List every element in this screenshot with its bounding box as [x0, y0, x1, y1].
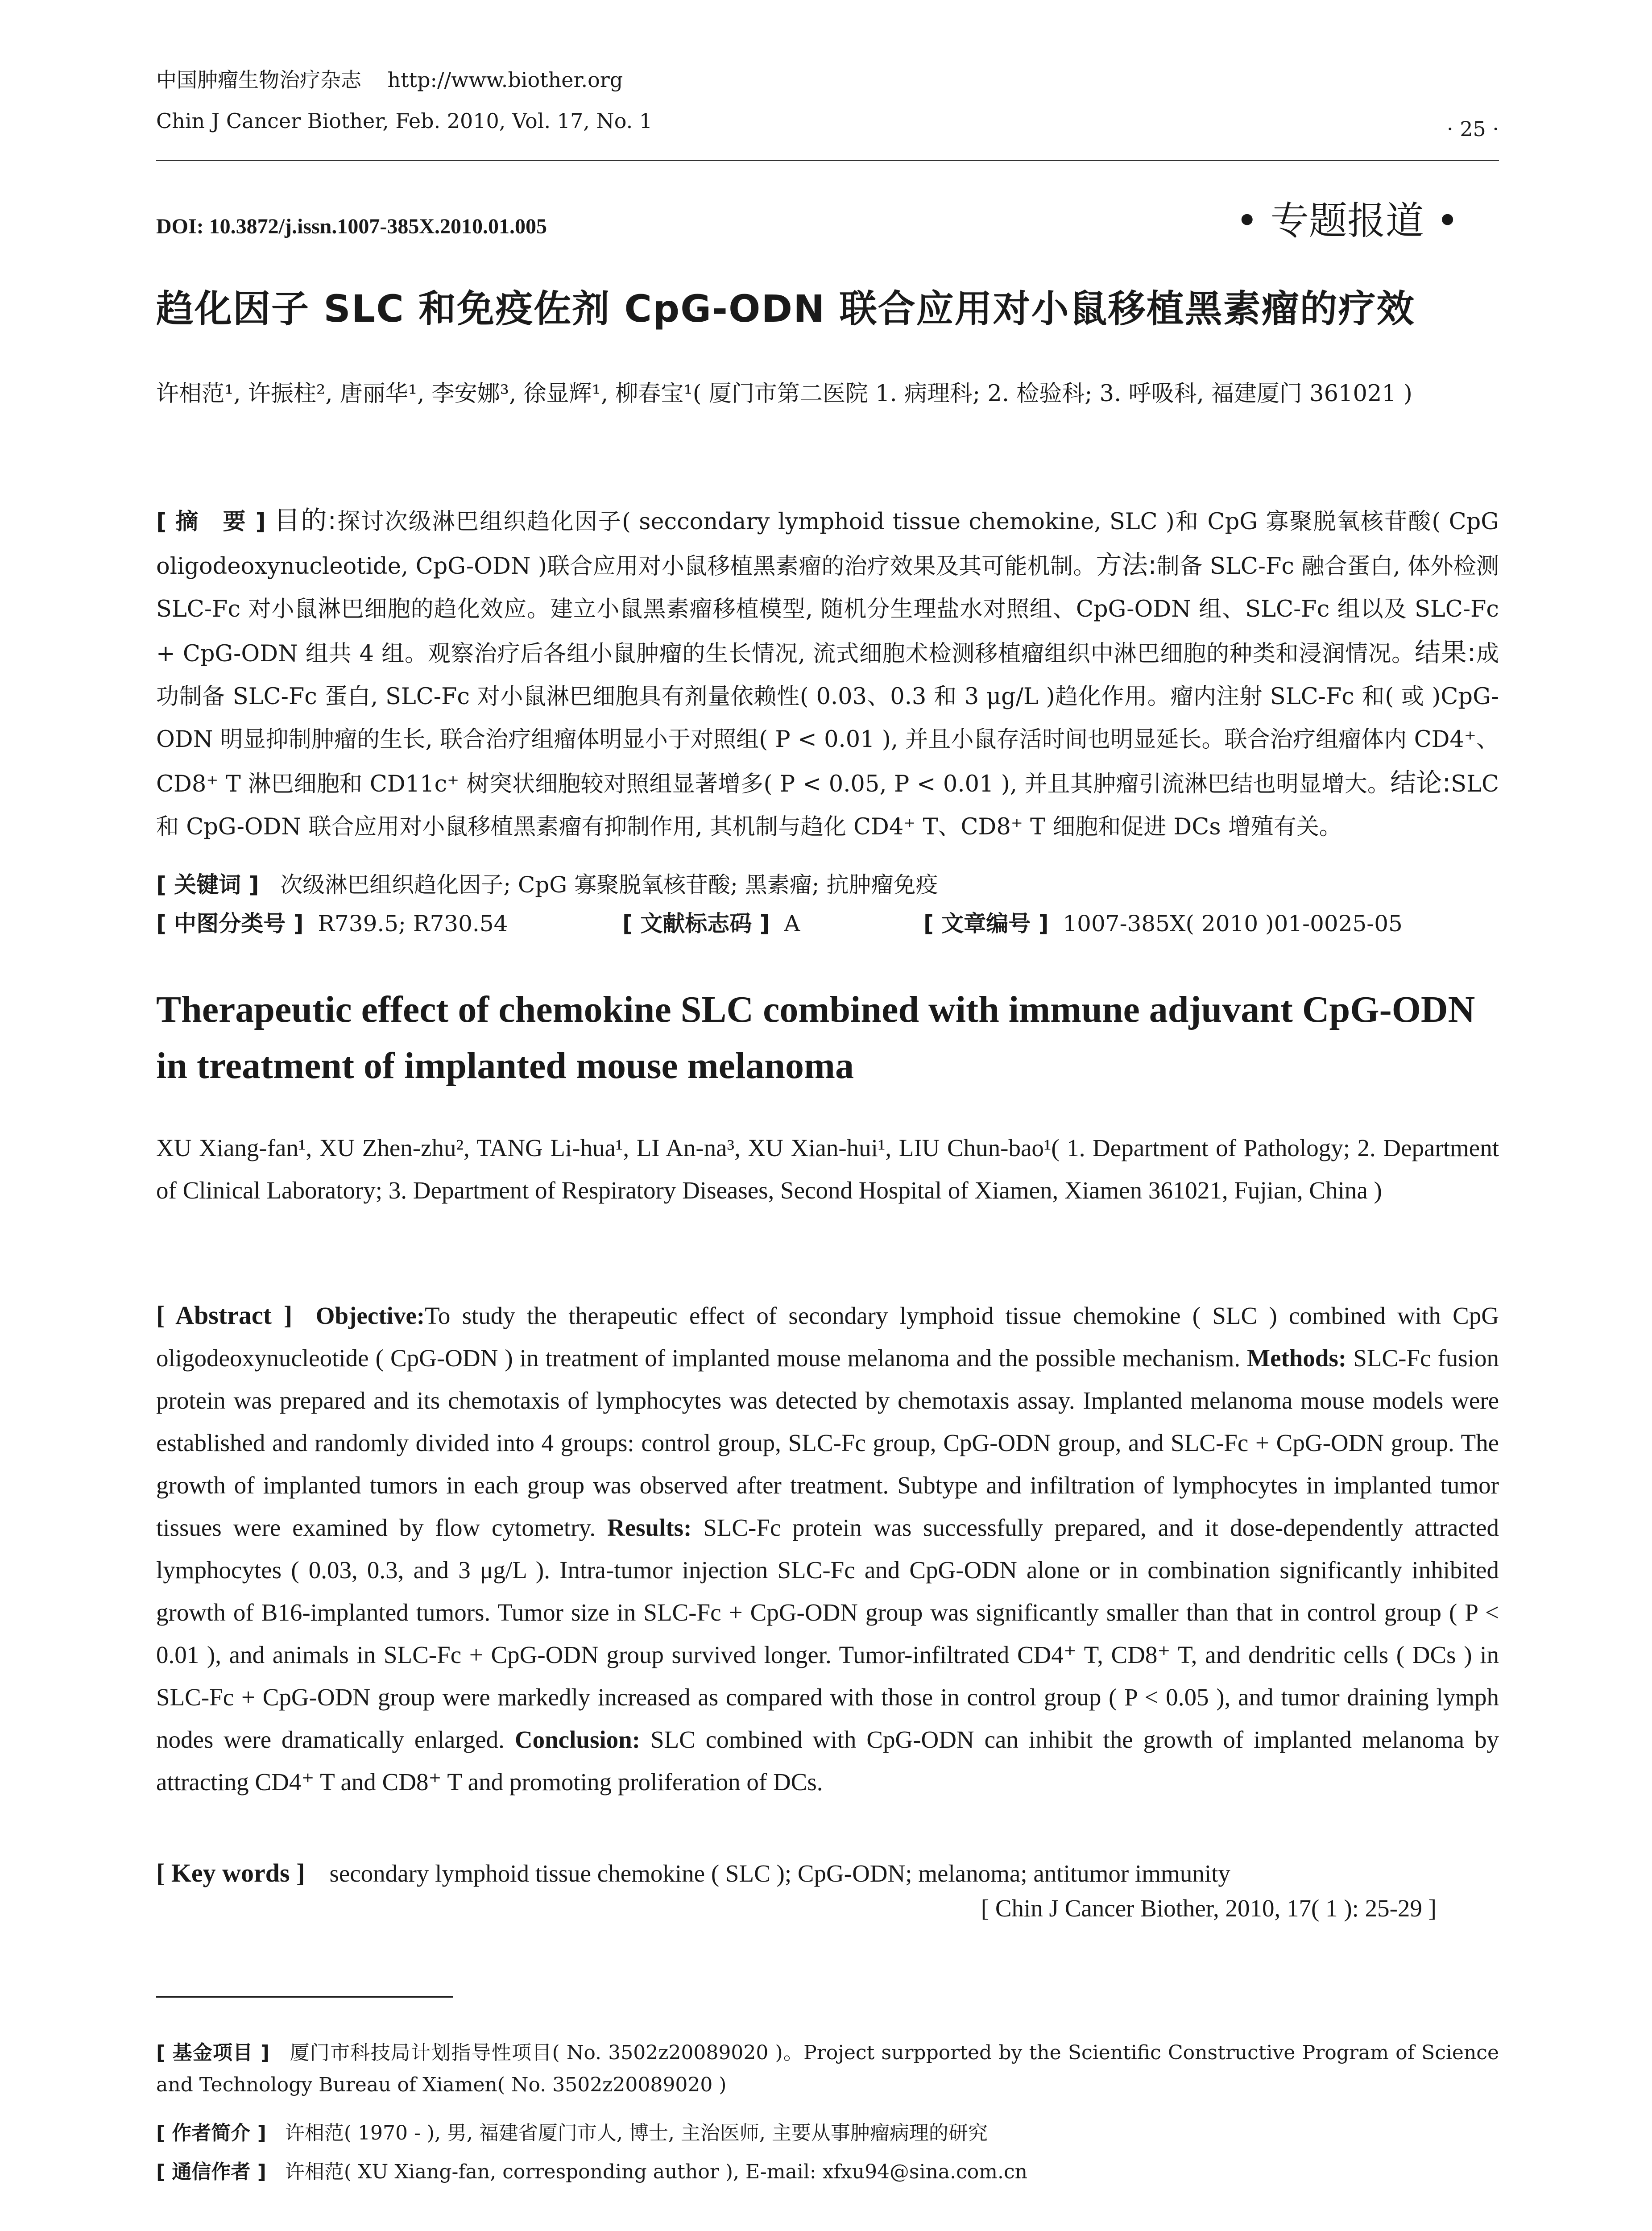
- abstract-cn-methods: 制备 SLC-Fc 融合蛋白, 体外检测 SLC-Fc 对小鼠淋巴细胞的趋化效应。建立小鼠黑素瘤移植模型, 随机分生理盐水对照组、CpG-ODN 组、SLC-Fc 组以及 SLC-Fc + CpG-ODN 组共 4 组。观察治疗后各组小鼠肿瘤的生长情况, 流式细胞术检测移植瘤组织中淋巴细胞的种类和浸润情况。: [156, 553, 1499, 667]
- authors-cn: 许相范¹, 许振柱², 唐丽华¹, 李安娜³, 徐显辉¹, 柳春宝¹( 厦门市第二医院 1. 病理科; 2. 检验科; 3. 呼吸科, 福建厦门 361021 ): [156, 381, 1412, 407]
- abstract-cn-conclusion-label: 结论:: [1390, 767, 1451, 798]
- authors-en: XU Xiang-fan¹, XU Zhen-zhu², TANG Li-hua¹, LI An-na³, XU Xian-hui¹, LIU Chun-bao¹( 1. Department of Pathology; 2. Department of Clinical Laboratory; 3. Department of Respiratory Diseases, Second Hospital of Xiamen, Xiamen 361021, Fujian, China ): [156, 1134, 1499, 1204]
- footnote-author-text: 许相范( 1970 - ), 男, 福建省厦门市人, 博士, 主治医师, 主要从事肿瘤病理的研究: [285, 2122, 988, 2144]
- footnote-fund-label: [ 基金项目 ]: [156, 2041, 270, 2064]
- abstract-en-objective: To study the therapeutic effect of secondary lymphoid tissue chemokine ( SLC ) combined with CpG oligodeoxynucleotide ( CpG-ODN ) in treatment of implanted mouse melanoma and the possible mechanism.: [156, 1302, 1499, 1372]
- doc-code: [ 文献标志码 ] A: [622, 911, 800, 937]
- abstract-cn-objective-label: 目的:: [274, 505, 337, 535]
- abstract-en-objective-label: Objective:: [315, 1302, 425, 1329]
- doi: DOI: 10.3872/j.issn.1007-385X.2010.01.005: [156, 215, 547, 238]
- abstract-cn-conclusion: SLC 和 CpG-ODN 联合应用对小鼠移植黑素瘤有抑制作用, 其机制与趋化 CD4⁺ T、CD8⁺ T 细胞和促进 DCs 增殖有关。: [156, 771, 1499, 840]
- keywords-cn-label: [ 关键词 ]: [156, 872, 259, 898]
- section-label: • 专题报道 •: [1235, 199, 1459, 243]
- page-number: · 25 ·: [1446, 117, 1499, 141]
- footnote-fund-text: 厦门市科技局计划指导性项目( No. 3502z20089020 )。Project surpported by the Scientific Constructive Program of Science and Technology Bureau of Xiamen( No. 3502z20089020 ): [156, 2041, 1499, 2096]
- abstract-en-label: [ Abstract ]: [156, 1301, 293, 1330]
- footnote-rule: [156, 1996, 453, 1998]
- journal-header-en: Chin J Cancer Biother, Feb. 2010, Vol. 17, No. 1: [156, 109, 653, 133]
- footnote-author: [156, 2117, 1499, 2149]
- footnote-author-label: [ 作者简介 ]: [156, 2122, 266, 2144]
- abstract-en-results: SLC-Fc protein was successfully prepared, and it dose-dependently attracted lymphocytes ( 0.03, 0.3, and 3 μg/L ). Intra-tumor injection SLC-Fc and CpG-ODN alone or in combination significantly inhibited growth of B16-implanted tumors. Tumor size in SLC-Fc + CpG-ODN group was significantly smaller than that in control group ( P < 0.01 ), and animals in SLC-Fc + CpG-ODN group survived longer. Tumor-infiltrated CD4⁺ T, CD8⁺ T, and dendritic cells ( DCs ) in SLC-Fc + CpG-ODN group were markedly increased as compared with those in control group ( P < 0.05 ), and tumor draining lymph nodes were dramatically enlarged.: [156, 1514, 1499, 1753]
- abstract-en-conclusion: SLC combined with CpG-ODN can inhibit the growth of implanted melanoma by attracting CD4⁺ T and CD8⁺ T and promoting proliferation of DCs.: [156, 1726, 1499, 1796]
- citation: [ Chin J Cancer Biother, 2010, 17( 1 ): 25-29 ]: [981, 1895, 1437, 1922]
- title-en: Therapeutic effect of chemokine SLC combined with immune adjuvant CpG-ODN in treatment of implanted mouse melanoma: [156, 989, 1475, 1086]
- header-rule: [156, 160, 1499, 161]
- footnote-corresponding-text: 许相范( XU Xiang-fan, corresponding author ), E-mail: xfxu94@sina.com.cn: [285, 2161, 1027, 2183]
- abstract-cn-results-label: 结果:: [1414, 637, 1476, 668]
- paper-page: [156, 0, 1499, 2231]
- journal-url[interactable]: http://www.biother.org: [387, 68, 623, 92]
- journal-header-cn: [156, 66, 1499, 94]
- footnote-corresponding-label: [ 通信作者 ]: [156, 2161, 266, 2183]
- abstract-cn-methods-label: 方法:: [1096, 550, 1157, 580]
- abstract-cn: [156, 499, 1499, 849]
- abstract-en-methods-label: Methods:: [1247, 1344, 1347, 1372]
- keywords-en: [156, 1852, 1499, 1895]
- keywords-cn-text: 次级淋巴组织趋化因子; CpG 寡聚脱氧核苷酸; 黑素瘤; 抗肿瘤免疫: [280, 872, 938, 898]
- abstract-en-conclusion-label: Conclusion:: [514, 1726, 641, 1753]
- keywords-cn: [156, 868, 1499, 902]
- abstract-en-results-label: Results:: [607, 1514, 692, 1541]
- abstract-en: [156, 1294, 1499, 1803]
- abstract-cn-results: 成功制备 SLC-Fc 蛋白, SLC-Fc 对小鼠淋巴细胞具有剂量依赖性( 0.03、0.3 和 3 μg/L )趋化作用。瘤内注射 SLC-Fc 和( 或 )CpG-ODN 明显抑制肿瘤的生长, 联合治疗组瘤体明显小于对照组( P < 0.01 ), 并且小鼠存活时间也明显延长。联合治疗组瘤体内 CD4⁺、CD8⁺ T 淋巴细胞和 CD11c⁺ 树突状细胞较对照组显著增多( P < 0.05, P < 0.01 ), 并且其肿瘤引流淋巴结也明显增大。: [156, 641, 1499, 797]
- abstract-cn-label: [ 摘 要 ]: [156, 509, 266, 535]
- footnote-corresponding: [156, 2156, 1499, 2188]
- keywords-en-label: [ Key words ]: [156, 1858, 305, 1887]
- keywords-en-text: secondary lymphoid tissue chemokine ( SLC ); CpG-ODN; melanoma; antitumor immunity: [329, 1860, 1230, 1887]
- clc-code: [ 中图分类号 ] R739.5; R730.54: [156, 911, 508, 937]
- journal-name-cn: 中国肿瘤生物治疗杂志: [156, 68, 361, 92]
- abstract-cn-objective: 探讨次级淋巴组织趋化因子( seccondary lymphoid tissue chemokine, SLC )和 CpG 寡聚脱氧核苷酸( CpG oligodeoxynucleotide, CpG-ODN )联合应用对小鼠移植黑素瘤的治疗效果及其可能机制。: [156, 509, 1499, 580]
- footnote-fund: [156, 2037, 1499, 2101]
- title-cn: 趋化因子 SLC 和免疫佐剂 CpG-ODN 联合应用对小鼠移植黑素瘤的疗效: [156, 287, 1415, 331]
- abstract-en-methods: SLC-Fc fusion protein was prepared and its chemotaxis of lymphocytes was detected by chemotaxis assay. Implanted melanoma mouse models were established and randomly divided into 4 groups: control group, SLC-Fc group, CpG-ODN group, and SLC-Fc + CpG-ODN group. The growth of implanted tumors in each group was observed after treatment. Subtype and infiltration of lymphocytes in implanted tumor tissues were examined by flow cytometry.: [156, 1344, 1499, 1541]
- article-number: [ 文章编号 ] 1007-385X( 2010 )01-0025-05: [923, 911, 1403, 937]
